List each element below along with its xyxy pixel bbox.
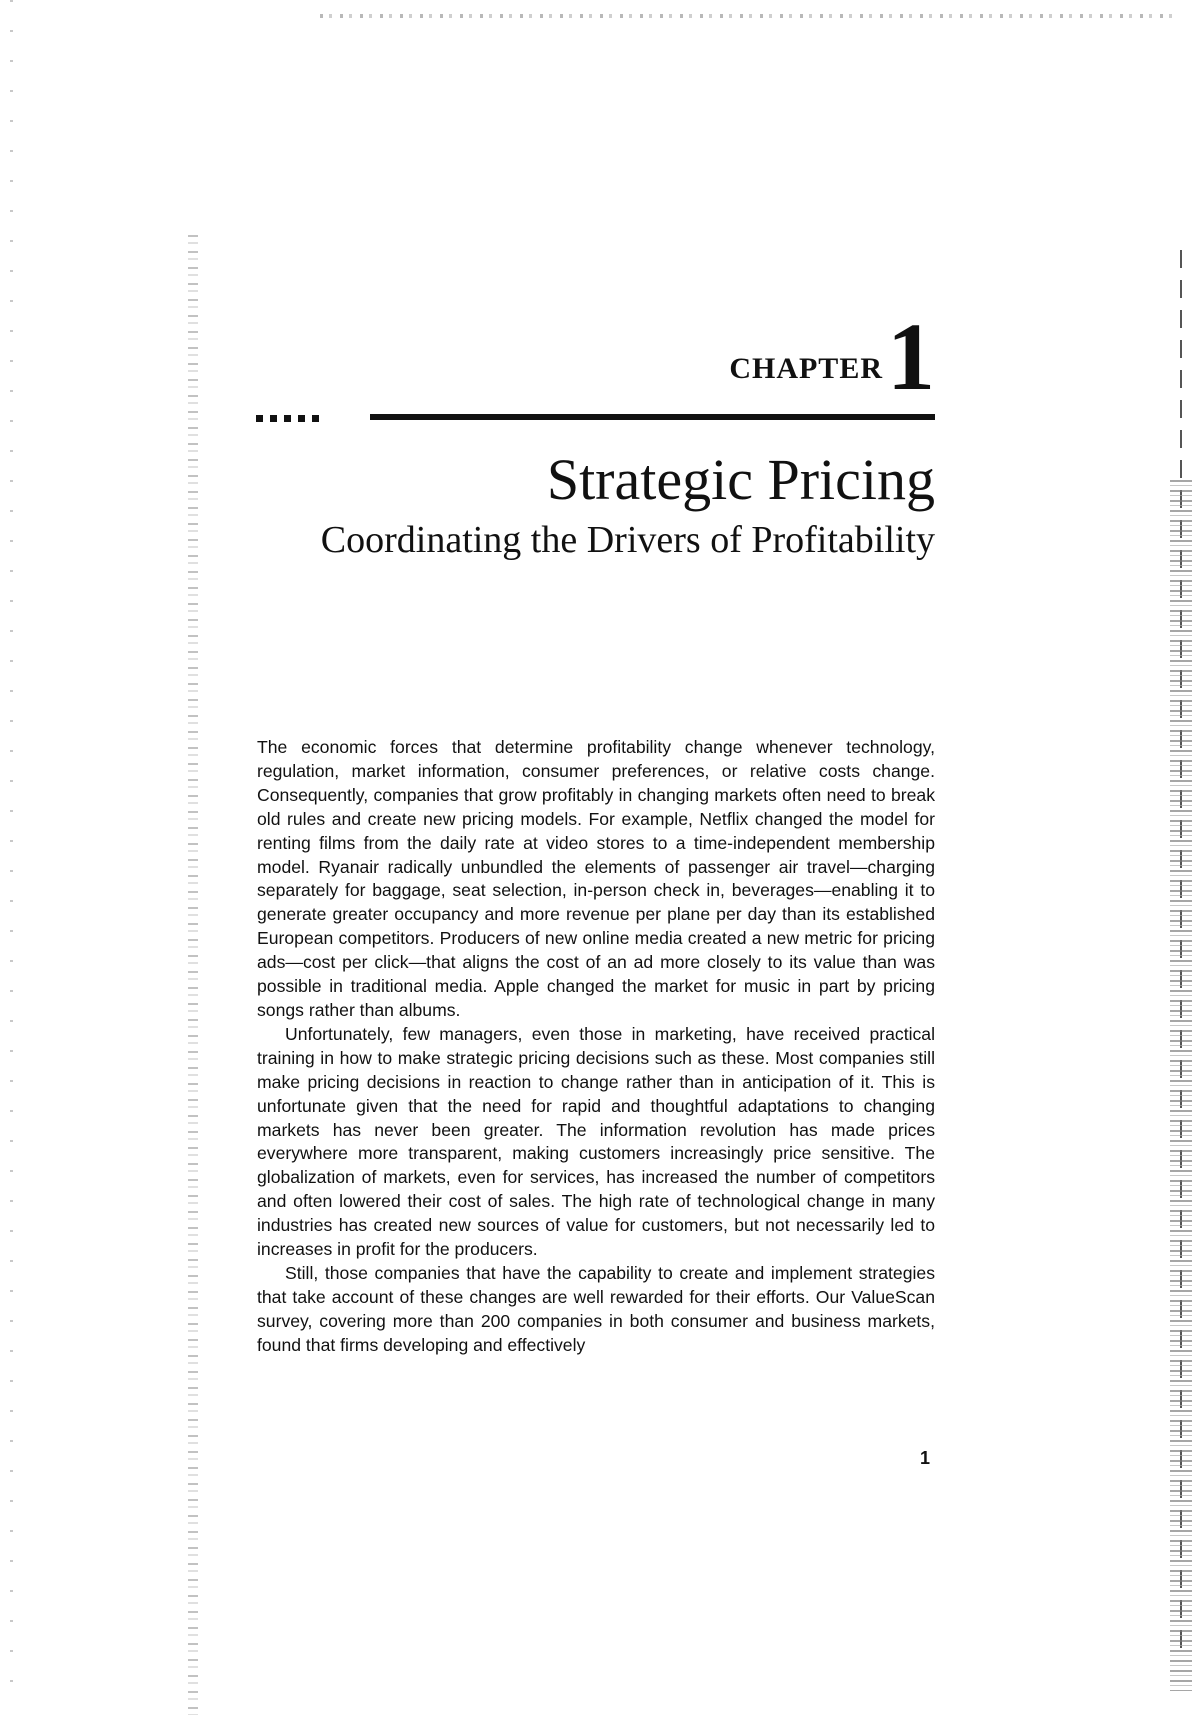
chapter-rule (370, 414, 935, 420)
rule-dots (256, 415, 319, 422)
rule-dot (270, 415, 277, 422)
chapter-subtitle: Coordinating the Drivers of Profitability (320, 519, 935, 561)
page-number: 1 (920, 1448, 931, 1468)
chapter-label: CHAPTER (729, 352, 883, 385)
chapter-number: 1 (887, 303, 935, 410)
scan-artifact-left-edge (10, 0, 13, 1691)
paragraph: Unfortunately, few managers, even those in marketing, have received practical training in how to make strategic pricing decisions such as these. Most companies still make pricing decisions in reaction to change rather than in anticipation of it. This is unfortunate given that the need for rapid and thoughtful adaptations to changing markets has never been greater. The information revolution has made prices everywhere more transparent, making customers increasingly price sensitive. The globalization of markets, even for services, has increased the number of competitors and often lowered their cost of sales. The high rate of technological change in many industries has created new sources of value for customers, but not necessarily led to increases in profit for the producers. (257, 1023, 935, 1260)
chapter-heading (729, 303, 935, 410)
rule-dot (298, 415, 305, 422)
body-text (257, 736, 935, 1358)
scan-artifact-right (1170, 480, 1192, 1691)
scan-artifact-top (320, 14, 1180, 18)
paragraph: The economic forces that determine profitability change whenever technology, regulation, market information, consumer preferences, or relative costs change. Consequently, companies that grow profitably in changing markets often need to break old rules and create new pricing models. For example, Netflix changed the model for renting films from the daily rate at video stores to a time-independent membership model. Ryanair radically unbundled the elements of passenger air travel—charging separately for baggage, seat selection, in-person check in, beverages—enabling it to generate greater occupancy and more revenue per plane per day than its established European competitors. Producers of new online media created a new metric for pricing ads—cost per click—that aligns the cost of an ad more closely to its value than was possible in traditional media. Apple changed the market for music in part by pricing songs rather than albums. (257, 737, 935, 1020)
scan-artifact-left (188, 235, 198, 1715)
rule-dot (312, 415, 319, 422)
rule-dot (256, 415, 263, 422)
rule-dot (284, 415, 291, 422)
paragraph: Still, those companies that have the capability to create and implement strategies that take account of these changes are well rewarded for their efforts. Our ValueScan survey, covering more than 200 companies in both consumer and business markets, found that firms developing and effectively (257, 1262, 935, 1355)
chapter-title: Strategic Pricing (546, 447, 935, 512)
